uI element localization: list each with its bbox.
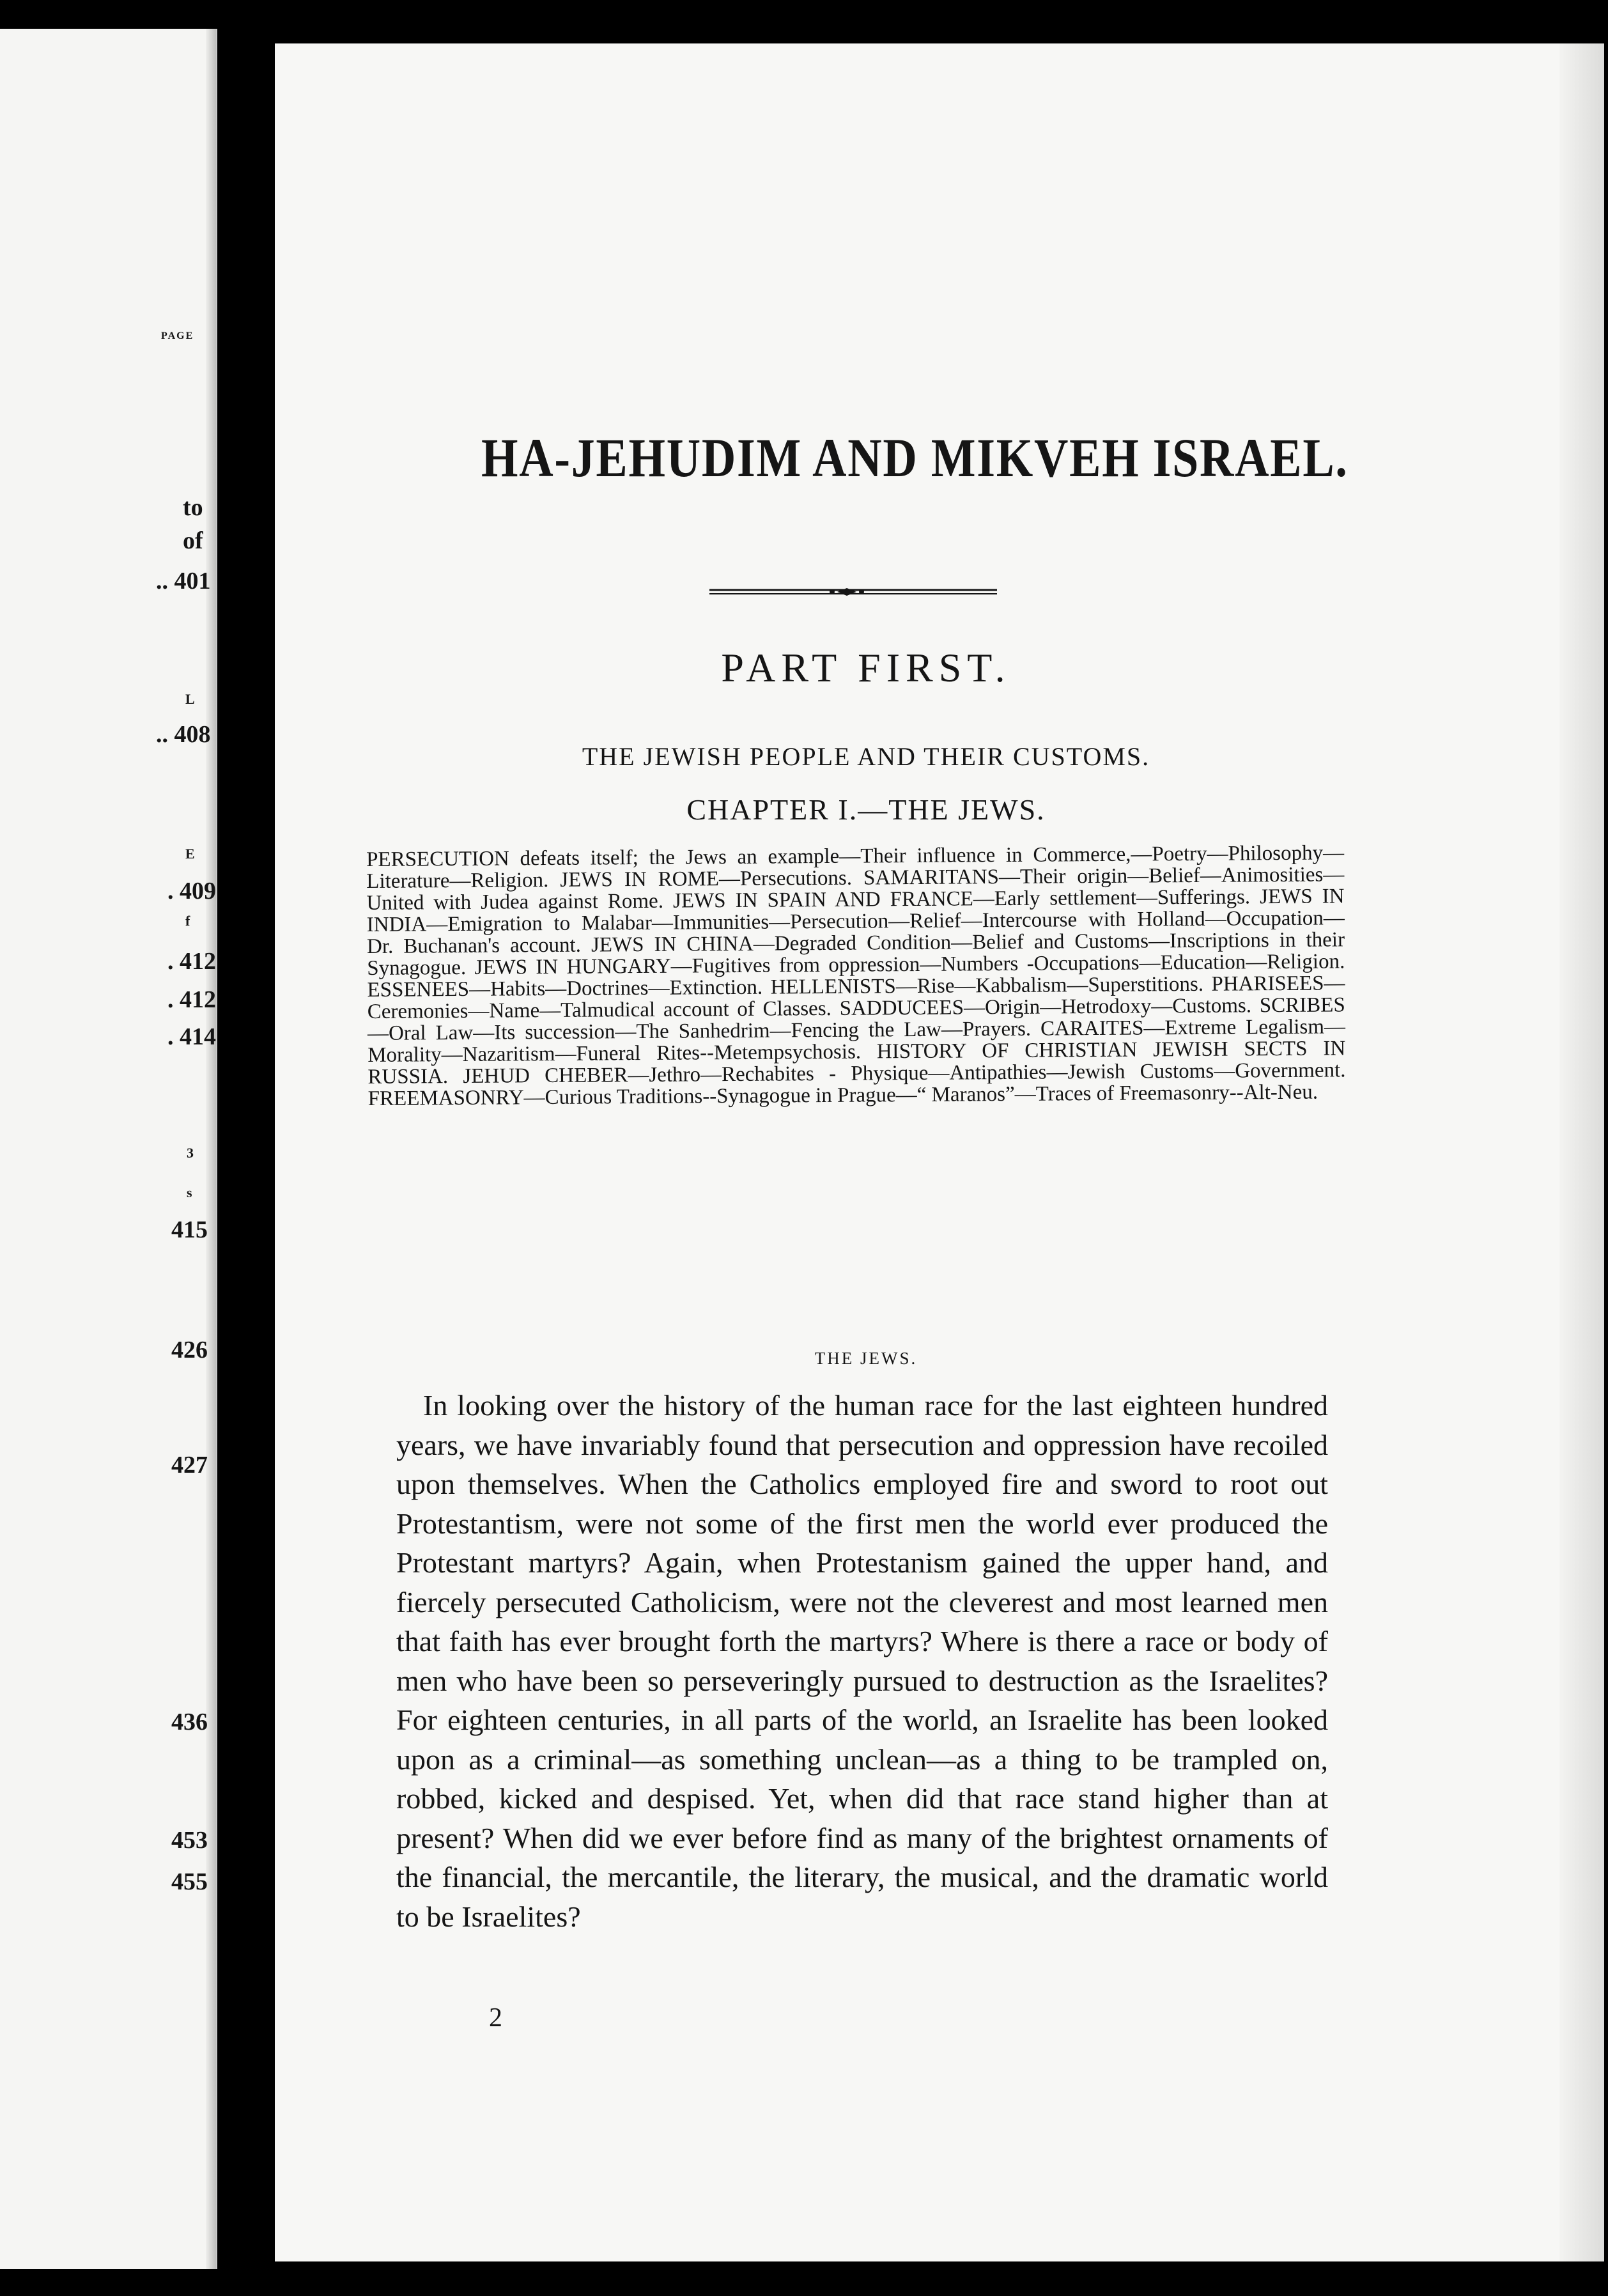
- book-title: HA-JEHUDIM AND MIKVEH ISRAEL.: [481, 427, 1349, 488]
- part-subtitle: THE JEWISH PEOPLE AND THEIR CUSTOMS.: [582, 742, 1150, 771]
- left-page-fragment: 436: [171, 1709, 208, 1735]
- left-page-fragment: . 412: [167, 948, 216, 975]
- chapter-synopsis: PERSECUTION defeats itself; the Jews an example—Their influence in Commerce,—Poetry—Philosophy—Literature—Religion. JEWS IN ROME—Persecutions. SAMARITANS—Their origin—Belief—Animosities—United with Judea against Rome. JEWS IN SPAIN AND FRANCE—Early settlement—Sufferings. JEWS IN INDIA—Emigration to Malabar—Immunities—Persecution—Relief—Intercourse with Holland—Occupation—Dr. Buchanan's account. JEWS IN CHINA—Degraded Condition—Belief and Customs—Inscriptions in their Synagogue. JEWS IN HUNGARY—Fugitives from oppression—Numbers -Occupations—Education—Religion. ESSENEES—Habits—Doctrines—Extinction. HELLENISTS—Rise—Kabbalism—Superstitions. PHARISEES—Ceremonies—Name—Talmudical account of Classes. SADDUCEES—Origin—Hetrodoxy—Customs. SCRIBES—Oral Law—Its succession—The Sanhedrim—Fencing the Law—Prayers. CARAITES—Extreme Legalism—Morality—Nazaritism—Funeral Rites--Metempsychosis. HISTORY OF CHRISTIAN JEWISH SECTS IN RUSSIA. JEHUD CHEBER—Jethro—Rechabites - Physique—Antipathies—Jewish Customs—Government. FREEMASONRY—Curious Traditions--Synagogue in Prague—“ Maranos”—Traces of Freemasonry--Alt-Neu.: [366, 841, 1346, 1110]
- body-text: [396, 1386, 1328, 1936]
- left-page-fragment: 426: [171, 1337, 208, 1363]
- section-heading: THE JEWS.: [814, 1349, 918, 1368]
- page-gutter-shadow: [206, 29, 216, 2269]
- left-facing-page: [0, 29, 217, 2269]
- left-page-fragment: 3: [187, 1145, 194, 1161]
- left-page-fragment: f: [185, 913, 190, 929]
- chapter-heading: CHAPTER I.—THE JEWS.: [686, 793, 1046, 826]
- left-page-fragment: of: [183, 527, 203, 554]
- title-ornament-rule: [709, 586, 997, 598]
- left-page-fragment: . 412: [167, 986, 216, 1013]
- left-page-fragment: 455: [171, 1868, 208, 1895]
- left-page-fragment: 427: [171, 1452, 208, 1478]
- left-page-fragment: 453: [171, 1827, 208, 1854]
- left-page-fragment: . 409: [167, 878, 216, 904]
- left-page-fragment: E: [185, 846, 195, 862]
- left-page-fragment: .. 401: [156, 568, 211, 594]
- left-page-fragment: s: [187, 1184, 192, 1200]
- page-number: 2: [489, 2003, 502, 2033]
- left-page-fragment: . 414: [167, 1023, 216, 1050]
- left-page-header: PAGE: [161, 330, 194, 341]
- left-page-fragment: .. 408: [156, 721, 211, 748]
- left-page-fragment: L: [185, 691, 195, 707]
- part-heading: PART FIRST.: [721, 645, 1011, 690]
- body-paragraph: In looking over the history of the human race for the last eighteen hundred years, we have invariably found that persecution and oppression have recoiled upon themselves. When the Catholics employed fire and sword to root out Protestantism, were not some of the first men the world ever produced the Protestant martyrs? Again, when Protestanism gained the upper hand, and fiercely persecuted Catholicism, were not the cleverest and most learned men that faith has ever brought forth the martyrs? Where is there a race or body of men who have been so perseveringly pursued to destruction as the Israelites? For eighteen centuries, in all parts of the world, an Israelite has been looked upon as a criminal—as something unclean—as a thing to be trampled on, robbed, kicked and despised. Yet, when did that race stand higher than at present? When did we ever before find as many of the brightest ornaments of the financial, the mercantile, the literary, the musical, and the dramatic world to be Israelites?: [396, 1389, 1328, 1933]
- page-edge-shadow: [1559, 43, 1604, 2261]
- left-page-fragment: 415: [171, 1216, 208, 1243]
- main-page: [275, 43, 1604, 2261]
- left-page-fragment: to: [183, 494, 203, 521]
